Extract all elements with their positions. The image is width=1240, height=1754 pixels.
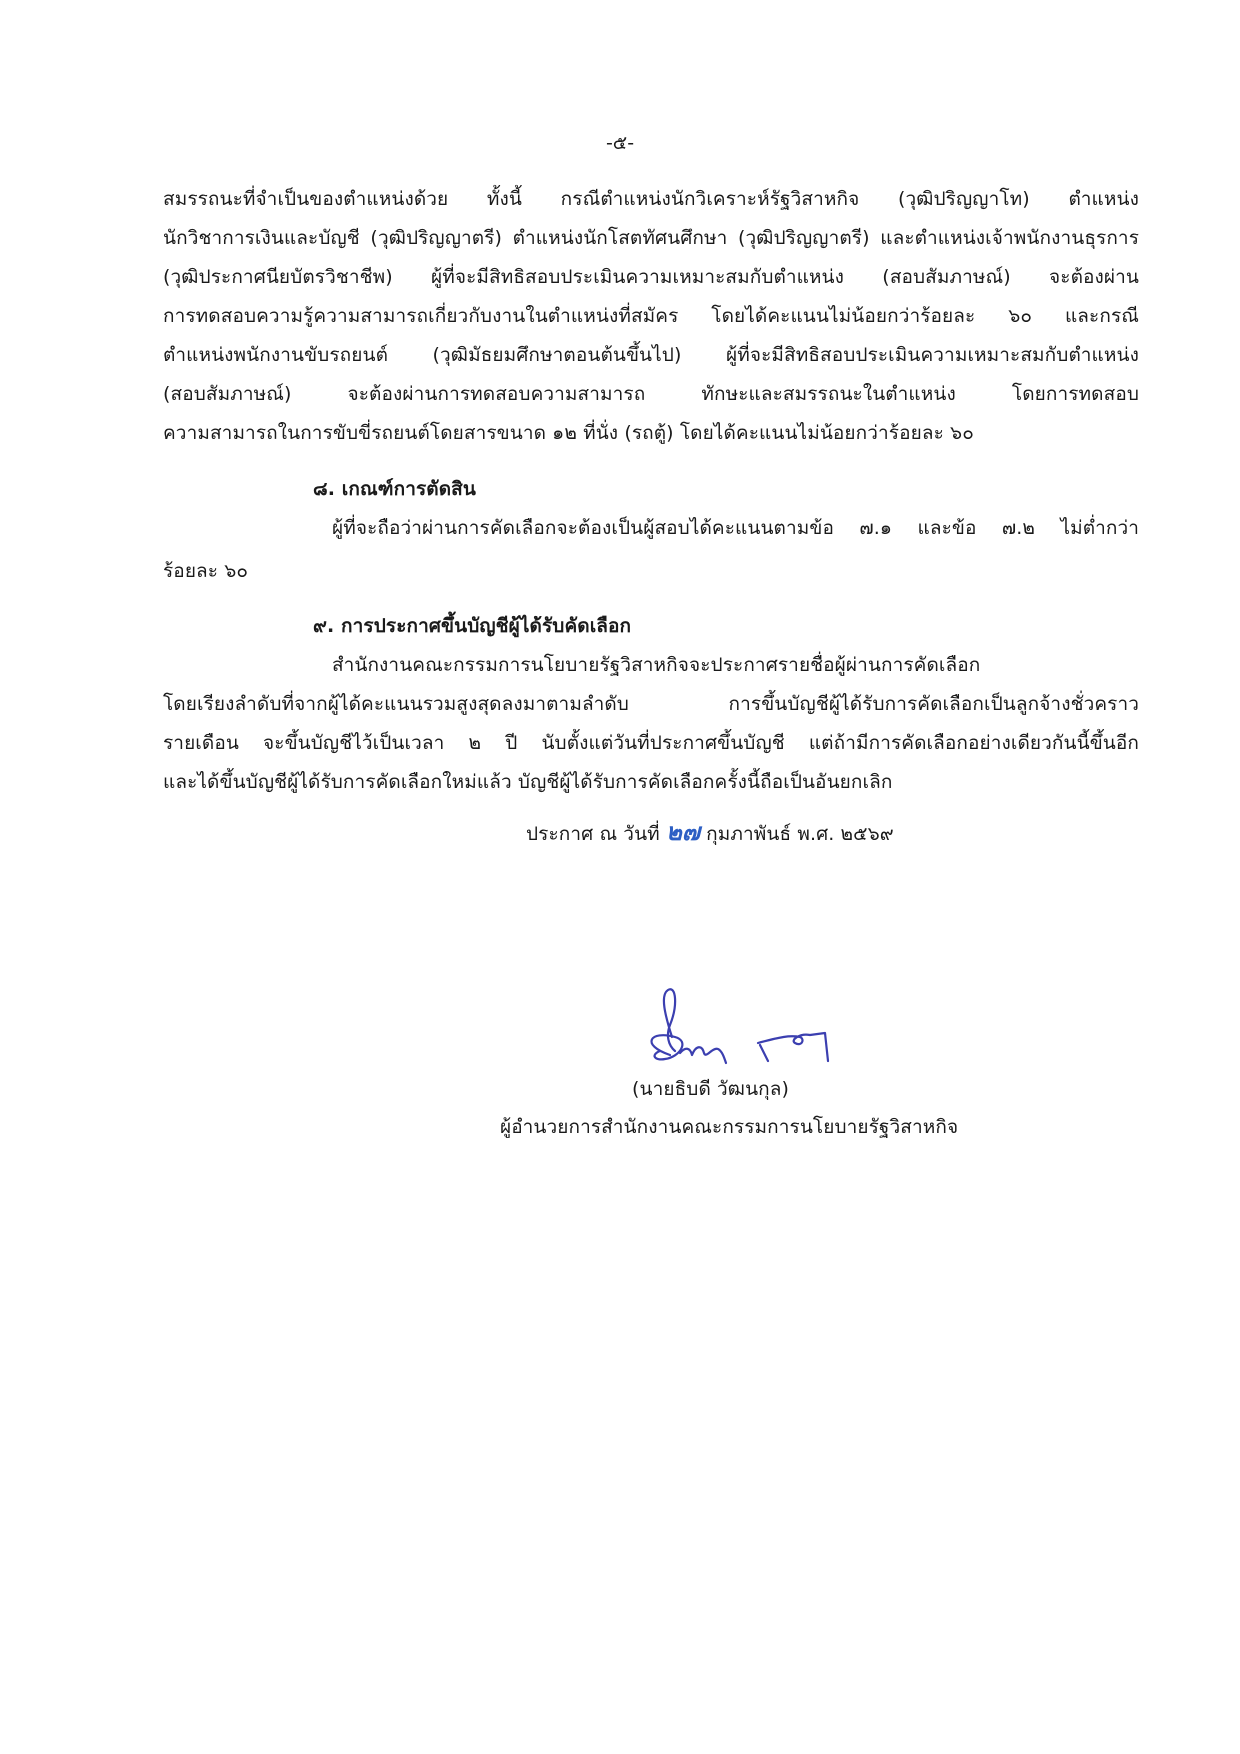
- announcement-date: [526, 820, 894, 844]
- paragraph-line: (สอบสัมภาษณ์) จะต้องผ่านการทดสอบความสามารถ ทักษะและสมรรถนะในตำแหน่ง โดยการทดสอบ: [163, 383, 1139, 405]
- announcement-prefix: ประกาศ ณ วันที่: [526, 823, 666, 845]
- signatory-name: (นายธิบดี วัฒนกุล): [632, 1078, 790, 1100]
- paragraph-line: ตำแหน่งพนักงานขับรถยนต์ (วุฒิมัธยมศึกษาตอนต้นขึ้นไป) ผู้ที่จะมีสิทธิสอบประเมินความเหมาะสมกับตำแหน่ง: [163, 344, 1139, 366]
- paragraph-line: (วุฒิประกาศนียบัตรวิชาชีพ) ผู้ที่จะมีสิทธิสอบประเมินความเหมาะสมกับตำแหน่ง (สอบสัมภาษณ์) จะต้องผ่าน: [163, 266, 1139, 288]
- page-number: -๕-: [605, 132, 635, 154]
- paragraph-line: สมรรถนะที่จำเป็นของตำแหน่งด้วย ทั้งนี้ กรณีตำแหน่งนักวิเคราะห์รัฐวิสาหกิจ (วุฒิปริญญาโท) ตำแหน่ง: [163, 188, 1139, 210]
- signature-icon: [630, 985, 870, 1065]
- section-9-line: โดยเรียงลำดับที่จากผู้ได้คะแนนรวมสูงสุดลงมาตามลำดับ การขึ้นบัญชีผู้ได้รับการคัดเลือกเป็นลูกจ้างชั่วคราว: [163, 693, 1139, 715]
- signatory-title: ผู้อำนวยการสำนักงานคณะกรรมการนโยบายรัฐวิสาหกิจ: [500, 1116, 959, 1138]
- section-9-line: สำนักงานคณะกรรมการนโยบายรัฐวิสาหกิจจะประกาศรายชื่อผู้ผ่านการคัดเลือก: [332, 654, 981, 676]
- paragraph-line: การทดสอบความรู้ความสามารถเกี่ยวกับงานในตำแหน่งที่สมัคร โดยได้คะแนนไม่น้อยกว่าร้อยละ ๖๐ และกรณี: [163, 305, 1139, 327]
- section-8-heading: ๘. เกณฑ์การตัดสิน: [313, 478, 476, 500]
- section-9-heading: ๙. การประกาศขึ้นบัญชีผู้ได้รับคัดเลือก: [313, 615, 632, 637]
- paragraph-line: นักวิชาการเงินและบัญชี (วุฒิปริญญาตรี) ตำแหน่งนักโสตทัศนศึกษา (วุฒิปริญญาตรี) และตำแหน่งเจ้าพนักงานธุรการ: [163, 227, 1139, 249]
- section-9-line: รายเดือน จะขึ้นบัญชีไว้เป็นเวลา ๒ ปี นับตั้งแต่วันที่ประกาศขึ้นบัญชี แต่ถ้ามีการคัดเลือกอย่างเดียวกันนี้ขึ้นอีก: [163, 732, 1139, 754]
- section-9-line: และได้ขึ้นบัญชีผู้ได้รับการคัดเลือกใหม่แล้ว บัญชีผู้ได้รับการคัดเลือกครั้งนี้ถือเป็นอันยกเลิก: [163, 771, 893, 793]
- section-8-line: ร้อยละ ๖๐: [163, 560, 249, 582]
- section-8-line: ผู้ที่จะถือว่าผ่านการคัดเลือกจะต้องเป็นผู้สอบได้คะแนนตามข้อ ๗.๑ และข้อ ๗.๒ ไม่ต่ำกว่า: [332, 517, 1139, 539]
- paragraph-line: ความสามารถในการขับขี่รถยนต์โดยสารขนาด ๑๒ ที่นั่ง (รถตู้) โดยได้คะแนนไม่น้อยกว่าร้อยละ ๖๐: [163, 422, 974, 444]
- announcement-suffix: กุมภาพันธ์ พ.ศ. ๒๕๖๙: [700, 823, 894, 845]
- handwritten-day: ๒๗: [665, 818, 701, 846]
